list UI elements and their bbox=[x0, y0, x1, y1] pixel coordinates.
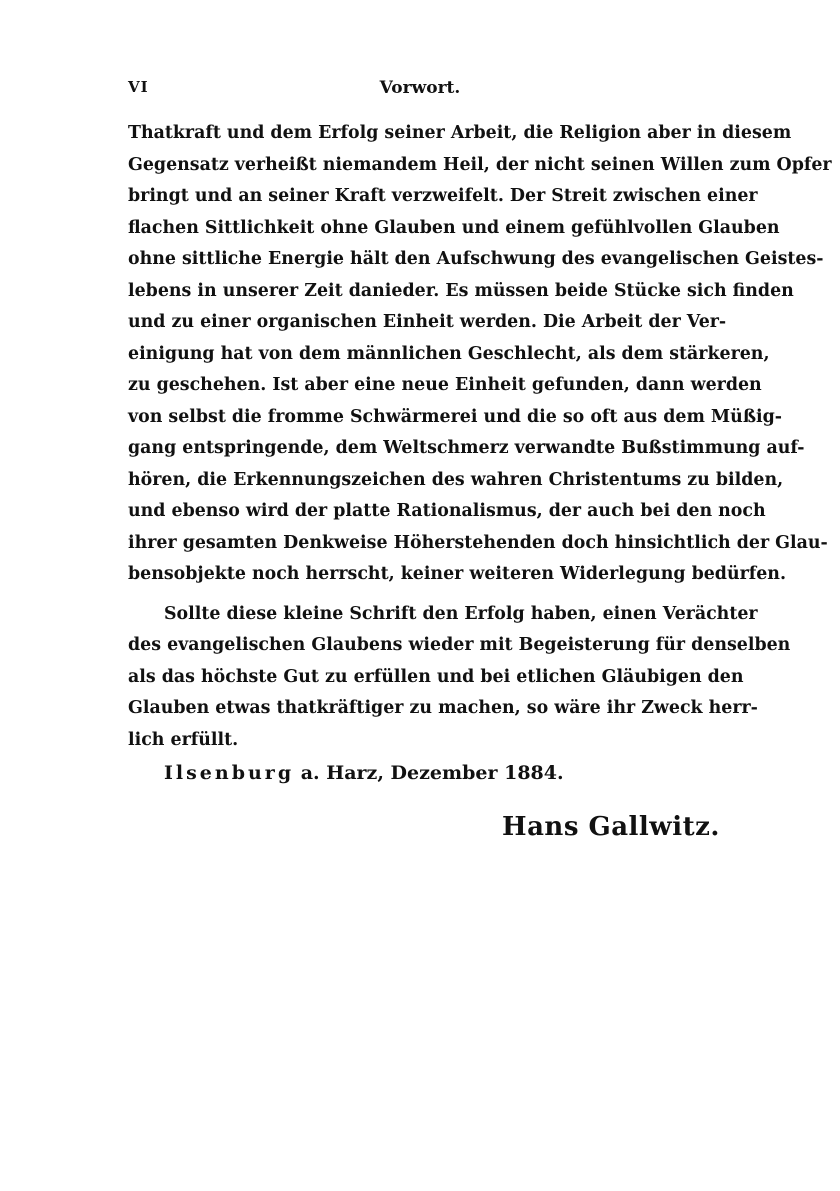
text-line: ohne sittliche Energie hält den Aufschwung des evangelischen Geistes- bbox=[128, 249, 824, 269]
text-line: flachen Sittlichkeit ohne Glauben und einem gefühlvollen Glauben bbox=[128, 217, 780, 238]
body-text bbox=[128, 118, 832, 756]
text-line: gang entspringende, dem Weltschmerz verwandte Bußstimmung auf- bbox=[128, 438, 805, 458]
text-line: bensobjekte noch herrscht, keiner weiteren Widerlegung bedürfen. bbox=[128, 564, 786, 584]
text-line: und ebenso wird der platte Rationalismus, der auch bei den noch bbox=[128, 501, 766, 521]
text-line: und zu einer organischen Einheit werden. Die Arbeit der Ver- bbox=[128, 312, 727, 332]
place-and-date bbox=[164, 762, 564, 784]
text-line: von selbst die fromme Schwärmerei und die so oft aus dem Müßig- bbox=[128, 406, 783, 427]
text-line: lich erfüllt. bbox=[128, 729, 239, 750]
text-line: des evangelischen Glaubens wieder mit Begeisterung für denselben bbox=[128, 635, 791, 655]
page-number: VI bbox=[128, 78, 149, 96]
paragraph-gap bbox=[128, 591, 712, 599]
text-line: lebens in unserer Zeit danieder. Es müssen beide Stücke sich finden bbox=[128, 280, 794, 301]
text-line: zu geschehen. Ist aber eine neue Einheit gefunden, dann werden bbox=[128, 375, 762, 395]
text-line: Gegensatz verheißt niemandem Heil, der nicht seinen Willen zum Opfer bbox=[128, 154, 832, 175]
text-line: einigung hat von dem männlichen Geschlecht, als dem stärkeren, bbox=[128, 343, 770, 364]
text-line: Glauben etwas thatkräftiger zu machen, so wäre ihr Zweck herr- bbox=[128, 698, 758, 718]
text-line: Sollte diese kleine Schrift den Erfolg haben, einen Verächter bbox=[164, 603, 758, 624]
page-header bbox=[128, 78, 712, 102]
text-line: Thatkraft und dem Erfolg seiner Arbeit, die Religion aber in diesem bbox=[128, 123, 792, 143]
author-signature: Hans Gallwitz. bbox=[502, 812, 720, 842]
running-head: Vorwort. bbox=[379, 78, 461, 98]
date-line: a. Harz, Dezember 1884. bbox=[294, 762, 564, 784]
text-line: hören, die Erkennungszeichen des wahren Christentums zu bilden, bbox=[128, 469, 784, 490]
text-line: bringt und an seiner Kraft verzweifelt. Der Streit zwischen einer bbox=[128, 186, 758, 206]
place-name: Ilsenburg bbox=[164, 762, 295, 784]
text-line: ihrer gesamten Denkweise Höherstehenden doch hinsichtlich der Glau- bbox=[128, 532, 828, 553]
text-line: als das höchste Gut zu erfüllen und bei etlichen Gläubigen den bbox=[128, 666, 744, 687]
